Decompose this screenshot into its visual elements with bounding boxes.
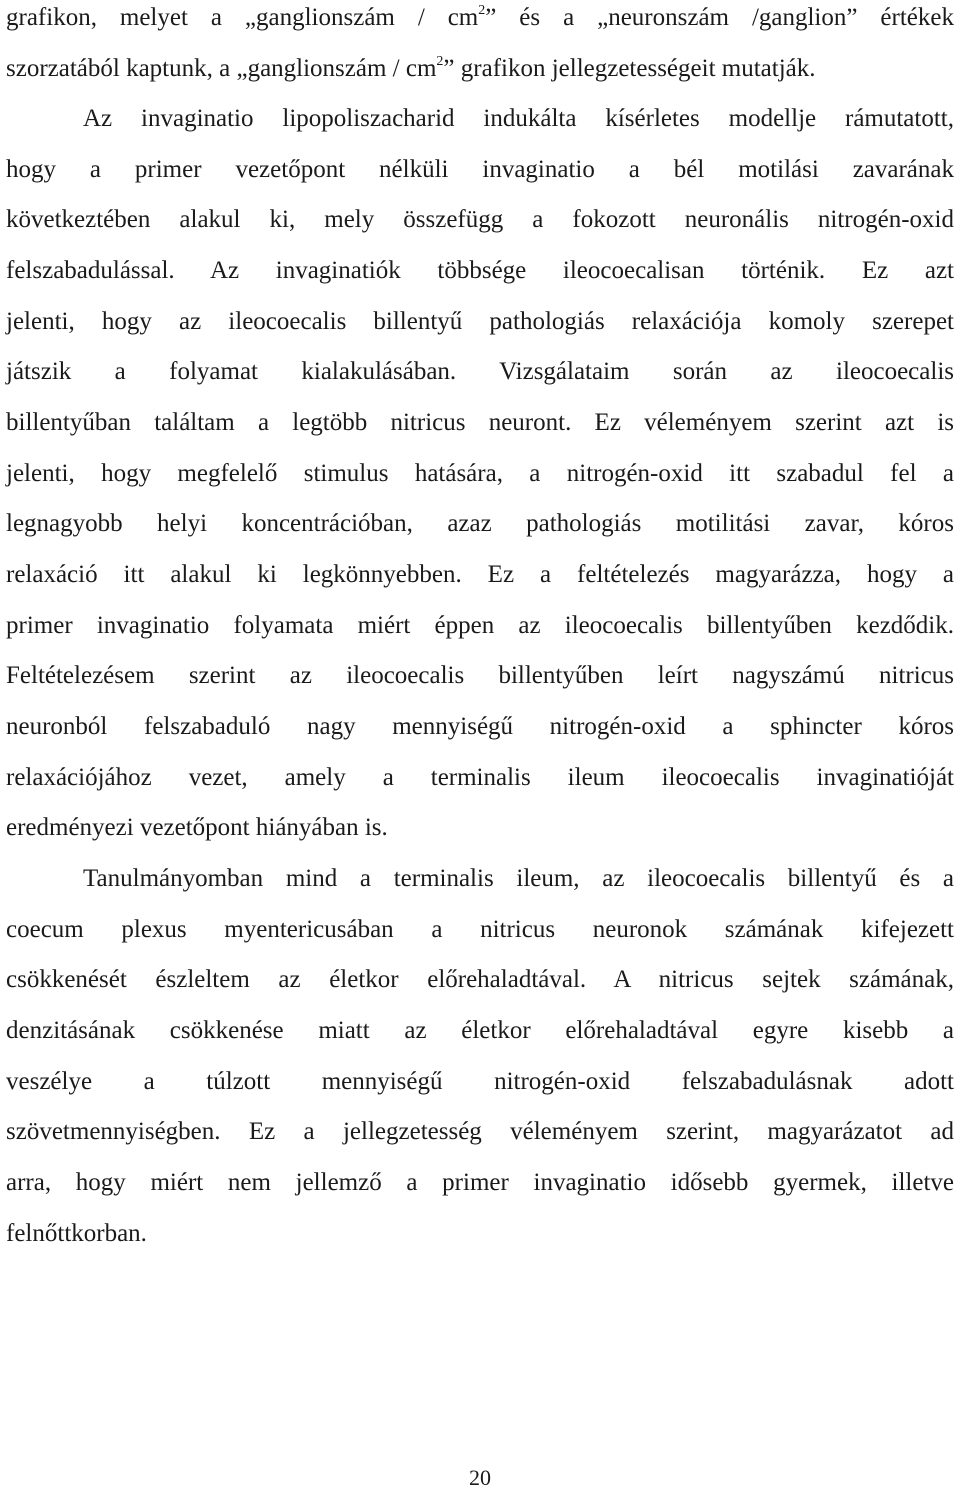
text-segment: ” grafikon jellegzetességeit mutatják. [443, 55, 816, 82]
text-line: billentyűban találtam a legtöbb nitricus neuront. Ez véleményem szerint azt is [6, 409, 954, 436]
text-line: legnagyobb helyi koncentrációban, azaz pathologiás motilitási zavar, kóros [6, 510, 954, 537]
text-line: csökkenését észleltem az életkor előrehaladtával. A nitricus sejtek számának, [6, 966, 954, 993]
text-line: relaxációjához vezet, amely a terminalis ileum ileocoecalis invaginatióját [6, 764, 954, 791]
text-segment: ” és a „neuronszám /ganglion” értékek [485, 4, 954, 31]
page-number: 20 [469, 1465, 491, 1490]
text-line: felszabadulással. Az invaginatiók többsége ileocoecalisan történik. Ez azt [6, 257, 954, 284]
text-line: denzitásának csökkenése miatt az életkor előrehaladtával egyre kisebb a [6, 1017, 954, 1044]
text-segment: grafikon, melyet a „ganglionszám / cm [6, 4, 479, 31]
text-line: neuronból felszabaduló nagy mennyiségű nitrogén-oxid a sphincter kóros [6, 713, 954, 740]
text-line: Tanulmányomban mind a terminalis ileum, az ileocoecalis billentyű és a [83, 865, 954, 892]
text-line [6, 54, 954, 84]
text-line [6, 3, 954, 33]
text-line: Feltételezésem szerint az ileocoecalis billentyűben leírt nagyszámú nitricus [6, 662, 954, 689]
text-line: következtében alakul ki, mely összefügg a fokozott neuronális nitrogén-oxid [6, 206, 954, 233]
text-line: Az invaginatio lipopoliszacharid indukálta kísérletes modellje rámutatott, [83, 105, 954, 132]
text-line: primer invaginatio folyamata miért éppen az ileocoecalis billentyűben kezdődik. [6, 612, 954, 639]
text-segment: szorzatából kaptunk, a „ganglionszám / cm [6, 55, 437, 82]
text-line: veszélye a túlzott mennyiségű nitrogén-oxid felszabadulásnak adott [6, 1068, 954, 1095]
text-line: jelenti, hogy megfelelő stimulus hatására, a nitrogén-oxid itt szabadul fel a [6, 460, 954, 487]
text-line: coecum plexus myentericusában a nitricus neuronok számának kifejezett [6, 916, 954, 943]
text-line: játszik a folyamat kialakulásában. Vizsgálataim során az ileocoecalis [6, 358, 954, 385]
superscript: 2 [436, 54, 444, 69]
text-line: arra, hogy miért nem jellemző a primer invaginatio idősebb gyermek, illetve [6, 1169, 954, 1196]
text-line: szövetmennyiségben. Ez a jellegzetesség véleményem szerint, magyarázatot ad [6, 1118, 954, 1145]
text-line: relaxáció itt alakul ki legkönnyebben. Ez a feltételezés magyarázza, hogy a [6, 561, 954, 588]
text-line: eredményezi vezetőpont hiányában is. [6, 814, 388, 841]
text-line: felnőttkorban. [6, 1220, 147, 1247]
text-line: jelenti, hogy az ileocoecalis billentyű pathologiás relaxációja komoly szerepet [6, 308, 954, 335]
superscript: 2 [478, 3, 486, 18]
text-line: hogy a primer vezetőpont nélküli invaginatio a bél motilási zavarának [6, 156, 954, 183]
